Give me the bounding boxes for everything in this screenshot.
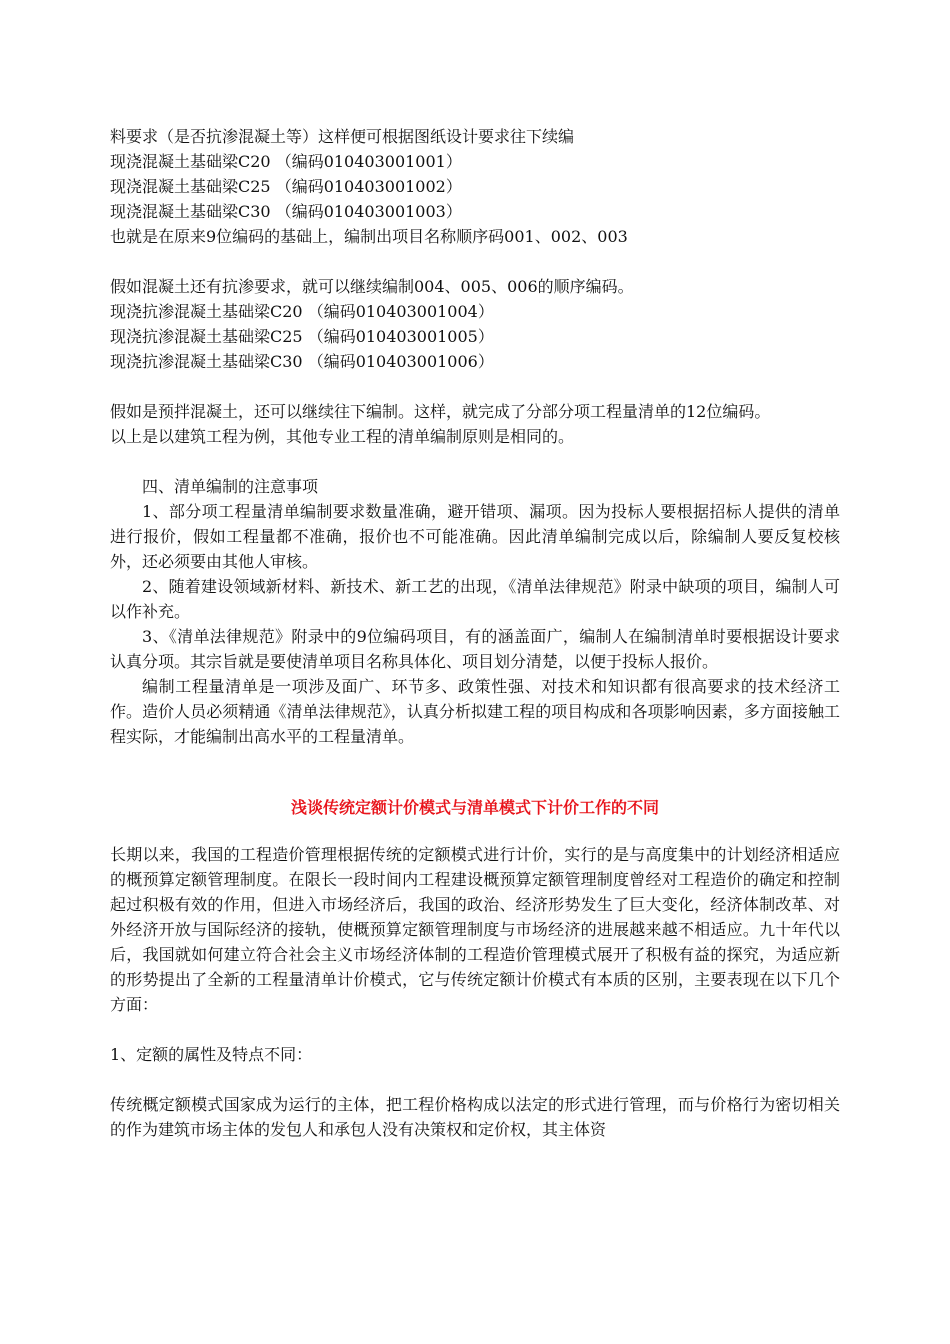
spacer: [110, 1067, 840, 1092]
section4-heading: 四、清单编制的注意事项: [142, 477, 319, 496]
section3-paragraph: 假如是预拌混凝土，还可以继续往下编制。这样，就完成了分部分项工程量清单的12位编码。: [110, 402, 771, 421]
section4-point: 1、部分项工程量清单编制要求数量准确，避开错项、漏项。因为投标人要根据招标人提供的清单进行报价，假如工程量都不准确，报价也不可能准确。因此清单编制完成以后，除编制人要反复校核外，还必须要由其他人审核。: [110, 502, 840, 571]
list-item: 现浇混凝土基础梁C20 （编码010403001001）: [110, 152, 462, 171]
section3-paragraph: 以上是以建筑工程为例，其他专业工程的清单编制原则是相同的。: [110, 427, 575, 446]
list-item: 现浇抗渗混凝土基础梁C20 （编码010403001004）: [110, 302, 494, 321]
list-item: 现浇抗渗混凝土基础梁C30 （编码010403001006）: [110, 352, 494, 371]
section4-closing: 编制工程量清单是一项涉及面广、环节多、政策性强、对技术和知识都有很高要求的技术经济工作。造价人员必须精通《清单法律规范》，认真分析拟建工程的项目构成和各项影响因素，多方面接触工程实际，才能编制出高水平的工程量清单。: [110, 677, 840, 746]
spacer: [110, 449, 840, 474]
spacer: [110, 1017, 840, 1042]
spacer: [110, 749, 840, 795]
document-page: [110, 124, 840, 1142]
section4-point: 2、随着建设领域新材料、新技术、新工艺的出现，《清单法律规范》附录中缺项的项目，编制人可以作补充。: [110, 577, 840, 621]
section2-intro: 假如混凝土还有抗渗要求，就可以继续编制004、005、006的顺序编码。: [110, 277, 634, 296]
section1-summary: 也就是在原来9位编码的基础上，编制出项目名称顺序码001、002、003: [110, 227, 628, 246]
article-body: 传统概定额模式国家成为运行的主体，把工程价格构成以法定的形式进行管理，而与价格行为密切相关的作为建筑市场主体的发包人和承包人没有决策权和定价权，其主体资: [110, 1095, 840, 1139]
spacer: [110, 249, 840, 274]
spacer: [110, 820, 840, 842]
spacer: [110, 374, 840, 399]
list-item: 现浇混凝土基础梁C30 （编码010403001003）: [110, 202, 462, 221]
article-intro: 长期以来，我国的工程造价管理根据传统的定额模式进行计价，实行的是与高度集中的计划经济相适应的概预算定额管理制度。在限长一段时间内工程建设概预算定额管理制度曾经对工程造价的确定和控制起过积极有效的作用，但进入市场经济后，我国的政治、经济形势发生了巨大变化，经济体制改革、对外经济开放与国际经济的接轨，使概预算定额管理制度与市场经济的进展越来越不相适应。九十年代以后，我国就如何建立符合社会主义市场经济体制的工程造价管理模式展开了积极有益的探究，为适应新的形势提出了全新的工程量清单计价模式，它与传统定额计价模式有本质的区别，主要表现在以下几个方面：: [110, 845, 840, 1014]
article-title: 浅谈传统定额计价模式与清单模式下计价工作的不同: [290, 798, 659, 817]
section4-point: 3、《清单法律规范》附录中的9位编码项目，有的涵盖面广，编制人在编制清单时要根据设计要求认真分项。其宗旨就是要使清单项目名称具体化、项目划分清楚，以便于投标人报价。: [110, 627, 840, 671]
list-item: 现浇抗渗混凝土基础梁C25 （编码010403001005）: [110, 327, 494, 346]
article-subheading: 1、定额的属性及特点不同：: [110, 1045, 313, 1064]
list-item: 现浇混凝土基础梁C25 （编码010403001002）: [110, 177, 462, 196]
section1-intro: 料要求（是否抗渗混凝土等）这样便可根据图纸设计要求往下续编: [110, 127, 575, 146]
